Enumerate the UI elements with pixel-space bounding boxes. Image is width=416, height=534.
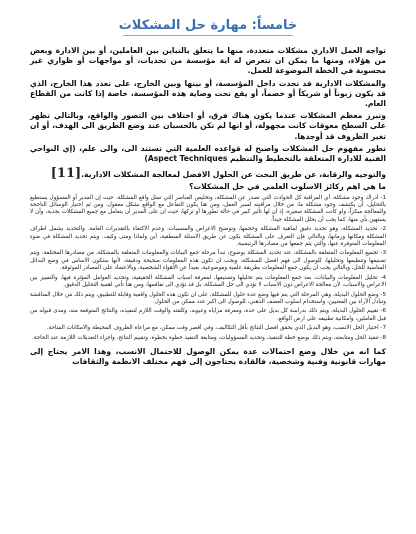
paragraph-text: ما هي اهم ركائز الاسلوب العلمي في حل المشكلات؟ [189, 182, 386, 192]
paragraph-conclusion [30, 347, 386, 367]
question-heading [30, 182, 386, 192]
paragraph-text: وتبرز معظم المشكلات عندما يكون هناك فرق، أو اختلاف بين التصور والواقع، وبالتالي تظهر على السطح معوقات كانت مجهولة، أو انها لم تكن بالحسبان عند وضع الطريق الى الهدف، أو ان تغير الظروف قد أوجدها. [30, 111, 386, 141]
paragraph-text: تواجه العمل الاداري مشكلات متعددة، منها ما يتعلق بالتباين بين العاملين، أو بين الادارة وبعض من هؤلاء، ومنها ما يمكن ان تتعرض له اية مؤسسة من تحديات، أو مواجهات أو ظواري غير محسوبة في الخطة الموضوعة للعمل. [30, 46, 386, 76]
step-3 [30, 250, 386, 272]
step-text: 8- تنفيذ الحل ومتابعته، ويتم ذلك بوضع خطة للتنفيذ، وتحديد المسؤوليات، ومتابعة التنفيذ خطوة بخطوة، وتقييم النتائج، واجراء التعديلات اللازمة عند الحاجة. [31, 334, 386, 341]
reference-number: [11] [50, 166, 82, 182]
title-block [30, 14, 386, 33]
step-5 [30, 292, 386, 307]
step-1 [30, 195, 386, 225]
english-term: (Aspect Techniques [144, 154, 228, 164]
step-text: 1- ادراك وجود مشكلة، أي المراقبة كل الحوادث التي تصدر عن المشكلة، وتخليص العناصر التي تمثل واقع المشكلة. حيث إن المدير أو المسؤول يستطيع بالتحليل، أن يكتشف وجود مشكلة ما، من خلال مراقبته لسير العمل، ومن هنا يكون التفاعل مع الواقع بشكل معقول، ومن ثم اختيار الوسائل الناجحة والمعالجة مبكراً، ولو كانت المشكلة صغيرة، إذ أن لها تأثير كبير في حالة تطورها أو تركها، حيث ان على المدير أن يتعامل مع جميع المشكلات بجدية، وأن لا يستهين بأي منها، كما يجب أن يحلل المشكلة جيداً. [30, 194, 386, 223]
paragraph-intro [30, 46, 386, 77]
paragraph-text: والمشكلات الادارية قد تحدث داخل المؤسسة، أو بينها وبين الخارج، على تعدد هذا الخارج، الذي قد يكون زبوناً أو شريكاً أو خصماً، أو يقع تحت وصاية هذه المؤسسة، خاصة إذا كانت من القطاع العام. [30, 78, 386, 109]
page-title: خامساً: مهارة حل المشكلات [118, 18, 298, 33]
step-2 [30, 226, 386, 248]
step-text: 6- تقييم الحلول البديلة، ويتم ذلك بدراسة كل بديل على حدة، ومعرفة مزاياه وعيوبه، وكلفته والوقت اللازم لتنفيذه، والنتائج المتوقعة منه، ومدى قبوله من قبل العاملين، وامكانية تطبيقه على ارض الواقع. [30, 308, 386, 322]
paragraph-scope [30, 79, 386, 110]
step-7 [30, 325, 386, 332]
paragraph-causes [30, 111, 386, 142]
step-text: 7- اختيار الحل الانسب، وهو البديل الذي يحقق افضل النتائج بأقل التكاليف، وفي أقصر وقت ممكن، مع مراعاة الظروف المحيطة والامكانات المتاحة. [46, 325, 386, 332]
paragraph-text: والتوجيه والرقابة، عن طريق البحث عن الحلول الافضل لمعالجة المشكلات الادارية. [81, 170, 386, 180]
step-4 [30, 275, 386, 290]
paragraph-text: تطور مفهوم حل المشكلات واصبح له قواعده العلمية التي تستند الى، والى علم، (إي النواحي الفنية للادارة المتعلقة بالتخطيط والتنظيم [30, 143, 386, 164]
paragraph-text: كما انه من خلال وضع احتمالات عدة يمكن الوصول للاحتمال الانسب، وهذا الامر يحتاج إلى مهارات قانونية وفنية وشخصية، فالقادة يحتاجون إلى فهم مختلف الانظمة والثقافات [30, 346, 386, 367]
title-underline [123, 35, 293, 36]
step-text: 5- وضع الحلول البديلة، وهي المرحلة التي يتم فيها وضع عدة حلول للمشكلة، على ان تكون هذه الحلول واقعية وقابلة للتطبيق، ويتم ذلك من خلال المناقشة وتبادل الآراء بين المعنيين، واستخدام اسلوب العصف الذهني، للوصول الى اكبر عدد ممكن من الحلول. [30, 291, 386, 305]
paragraph-concept [30, 144, 386, 164]
step-6 [30, 308, 386, 323]
step-text: 4- تحليل المعلومات والبيانات، بعد جمع المعلومات يتم تحليلها وتصنيفها، لمعرفة اسباب المشكلة الحقيقية، وتحديد العوامل المؤثرة فيها، والتمييز بين الاعراض والاسباب، لأن معالجة الاعراض دون الاسباب لا تؤدي الى حل المشكلة، بل قد تؤدي الى تفاقمها، ومن هنا تأتي اهمية التحليل الدقيق. [30, 274, 386, 289]
step-text: 2- تحديد المشكلة، وهو تحديد دقيق لماهية المشكلة وحجمها، وتوضيح الاعراض والمسببات، وعدم الاكتفاء بالتقديرات العامة. والتحديد يشمل اطراف المشكلة ومكانها وزمانها، وبالتالي فإن التعرف على المشكلة يكون عن طريق الاسئلة المنطقية، أين ولماذا ومتى وكيف. ويتم تحديد المشكلة في ضوء المعلومات المتوفرة عنها، والتي يتم جمعها من مصادرها الرئيسية. [30, 226, 386, 248]
paragraph-guidance [30, 166, 386, 182]
step-text: 3- تجميع المعلومات المتعلقة بالمشكلة، عند تحديد المشكلة بوضوح، تبدأ مرحلة جمع البيانات والمعلومات المتعلقة بالمشكلة، من مصادرها المختلفة، ويتم تصنيفها وتنظيمها وتحليلها، للوصول الى فهم افضل للمشكلة، ويجب ان تكون هذه المعلومات صحيحة ودقيقة، لأنها ستكون الاساس في وضع البدائل المناسبة للحل، وبالتالي يجب ان يكون جمع المعلومات بطريقة علمية وموضوعية، بعيداً عن الاهواء الشخصية، وبالاعتماد على المصادر الموثوقة. [30, 250, 386, 272]
step-8 [30, 335, 386, 342]
